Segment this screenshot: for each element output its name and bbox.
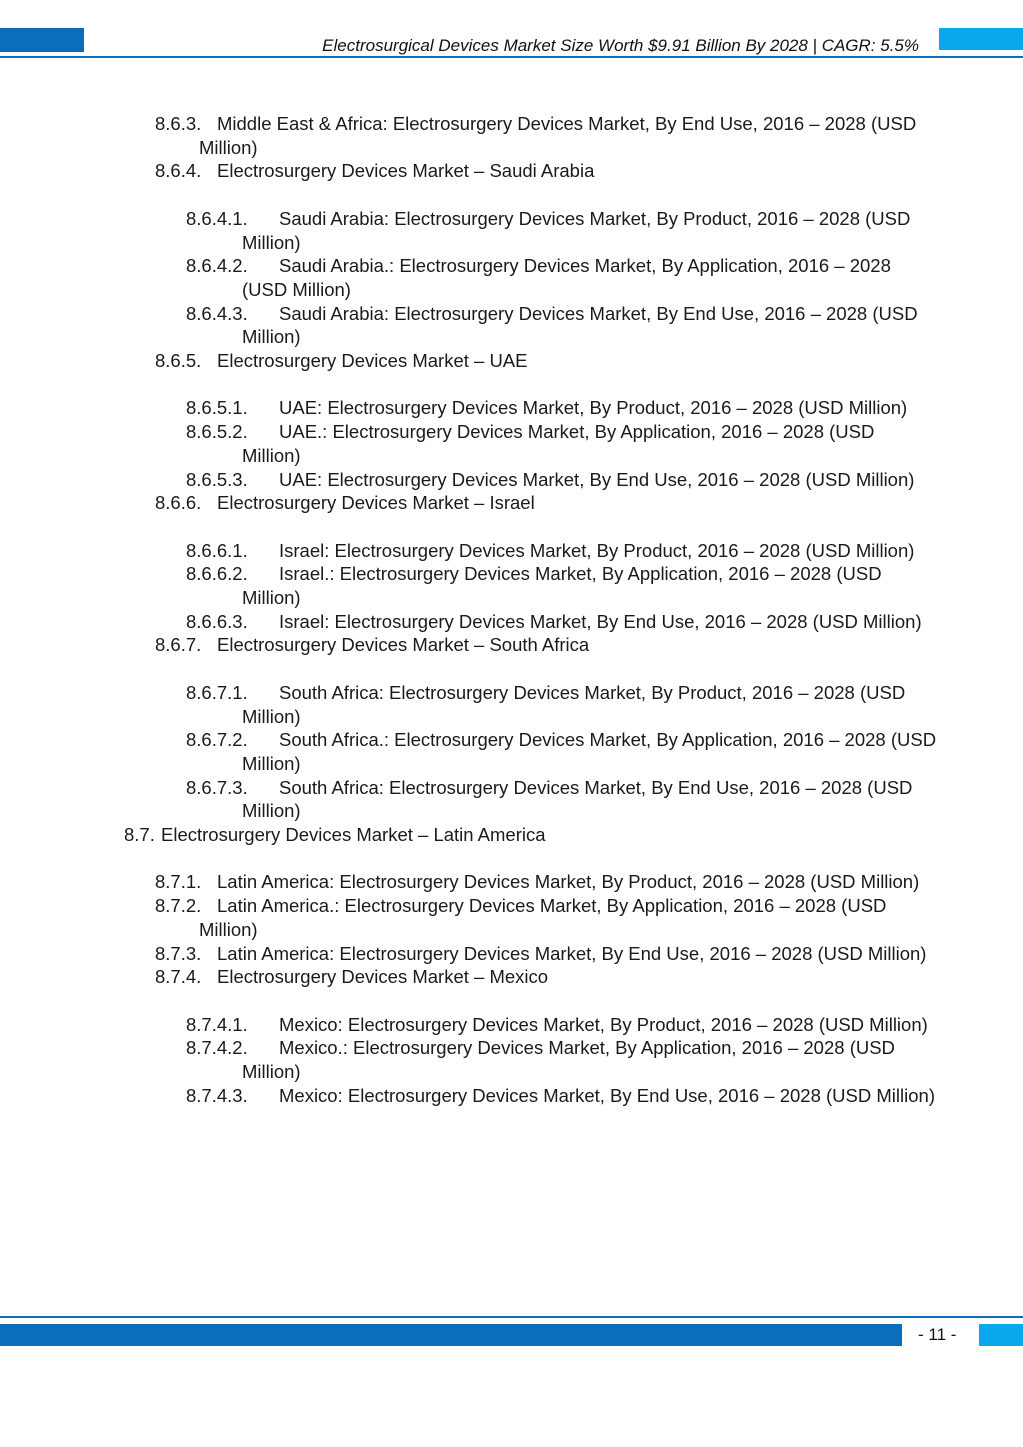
toc-entry-number: 8.7.4.3.	[186, 1084, 248, 1106]
toc-entry-title: Middle East & Africa: Electrosurgery Devices Market, By End Use, 2016 – 2028 (USD Million)	[199, 113, 917, 158]
toc-entry-title: Latin America: Electrosurgery Devices Market, By Product, 2016 – 2028 (USD Million)	[217, 871, 920, 893]
toc-entry	[0, 302, 1023, 349]
toc-entry-number: 8.6.7.	[155, 634, 202, 656]
toc-entry-number: 8.6.3.	[155, 113, 202, 134]
toc-entry	[0, 349, 1023, 373]
toc-entry-number: 8.6.4.	[155, 160, 202, 182]
toc-entry-number: 8.6.4.2.	[186, 255, 248, 277]
toc-entry	[0, 610, 1023, 634]
toc-entry-title: Latin America: Electrosurgery Devices Market, By End Use, 2016 – 2028 (USD Million)	[217, 942, 927, 964]
toc-entry-number: 8.6.6.3.	[186, 610, 248, 632]
toc-entry-title: South Africa.: Electrosurgery Devices Market, By Application, 2016 – 2028 (USD Million)	[242, 729, 937, 774]
toc-entry-title: South Africa: Electrosurgery Devices Market, By Product, 2016 – 2028 (USD Million)	[242, 681, 906, 727]
toc-entry-number: 8.6.4.3.	[186, 302, 248, 324]
toc-entry-title: Mexico: Electrosurgery Devices Market, By End Use, 2016 – 2028 (USD Million)	[279, 1084, 935, 1106]
toc-entry	[0, 420, 1023, 467]
header-accent-block-right	[939, 28, 1023, 50]
toc-entry-title: South Africa: Electrosurgery Devices Market, By End Use, 2016 – 2028 (USD Million)	[242, 776, 913, 822]
toc-spacer	[0, 989, 1023, 1013]
toc-entry-title: Israel: Electrosurgery Devices Market, By Product, 2016 – 2028 (USD Million)	[279, 539, 915, 561]
header-title: Electrosurgical Devices Market Size Worth $9.91 Billion By 2028 | CAGR: 5.5%	[322, 36, 919, 55]
toc-entry-number: 8.7.	[124, 824, 155, 846]
toc-entry	[0, 728, 1023, 775]
toc-entry	[0, 1036, 1023, 1083]
toc-entry-number: 8.6.6.1.	[186, 539, 248, 561]
toc-spacer	[0, 373, 1023, 397]
toc-entry-number: 8.6.5.	[155, 350, 202, 372]
toc-entry-title: Mexico: Electrosurgery Devices Market, By Product, 2016 – 2028 (USD Million)	[279, 1013, 928, 1035]
toc-entry-title: UAE: Electrosurgery Devices Market, By End Use, 2016 – 2028 (USD Million)	[279, 468, 915, 490]
toc-entry-title: Electrosurgery Devices Market – South Africa	[217, 634, 590, 656]
toc-entry-title: Saudi Arabia: Electrosurgery Devices Market, By Product, 2016 – 2028 (USD Million)	[242, 207, 911, 253]
toc-entry	[0, 562, 1023, 609]
toc-entry	[0, 965, 1023, 989]
toc-entry	[0, 1013, 1023, 1037]
toc-spacer	[0, 183, 1023, 207]
toc-entry-number: 8.7.3.	[155, 942, 202, 964]
footer-divider	[0, 1316, 1023, 1318]
toc-entry	[0, 491, 1023, 515]
toc-entry	[0, 942, 1023, 966]
toc-entry-title: UAE.: Electrosurgery Devices Market, By Application, 2016 – 2028 (USD Million)	[242, 421, 875, 466]
toc-entry-number: 8.6.5.3.	[186, 468, 248, 490]
toc-entry	[0, 159, 1023, 183]
toc-entry-title: Electrosurgery Devices Market – Israel	[217, 492, 535, 514]
toc-entry-number: 8.6.5.1.	[186, 397, 248, 419]
toc-entry-title: Israel.: Electrosurgery Devices Market, By Application, 2016 – 2028 (USD Million)	[242, 563, 882, 609]
footer-accent-bar	[0, 1324, 902, 1346]
toc-entry	[0, 776, 1023, 823]
page-number: - 11 -	[918, 1325, 957, 1344]
toc-entry-number: 8.6.7.2.	[186, 729, 248, 751]
toc-entry	[0, 468, 1023, 492]
toc-entry	[0, 396, 1023, 420]
toc-spacer	[0, 515, 1023, 539]
header-accent-block-left	[0, 28, 84, 52]
header-divider	[0, 56, 1023, 58]
toc-entry-number: 8.7.4.	[155, 966, 202, 988]
toc-entry-number: 8.6.4.1.	[186, 207, 248, 229]
toc-entry	[0, 823, 1023, 847]
toc-entry-title: Saudi Arabia.: Electrosurgery Devices Market, By Application, 2016 – 2028 (USD Million)	[242, 255, 891, 300]
toc-spacer	[0, 847, 1023, 871]
toc-entry-title: Israel: Electrosurgery Devices Market, By End Use, 2016 – 2028 (USD Million)	[279, 610, 922, 632]
toc-entry-number: 8.6.6.2.	[186, 563, 248, 585]
table-of-contents	[0, 112, 1023, 1107]
toc-entry-title: UAE: Electrosurgery Devices Market, By Product, 2016 – 2028 (USD Million)	[279, 397, 908, 419]
toc-entry	[0, 870, 1023, 894]
toc-entry	[0, 112, 1023, 159]
toc-entry-number: 8.7.1.	[155, 871, 202, 893]
toc-entry-title: Mexico.: Electrosurgery Devices Market, By Application, 2016 – 2028 (USD Million)	[242, 1037, 895, 1083]
toc-entry-number: 8.6.7.3.	[186, 776, 248, 798]
toc-entry	[0, 1084, 1023, 1108]
toc-entry-number: 8.6.7.1.	[186, 681, 248, 703]
toc-entry-title: Electrosurgery Devices Market – UAE	[217, 350, 528, 372]
toc-entry-number: 8.7.2.	[155, 895, 202, 917]
toc-entry-number: 8.6.6.	[155, 492, 202, 514]
toc-entry	[0, 633, 1023, 657]
footer-accent-block-right	[979, 1324, 1023, 1346]
toc-entry-title: Electrosurgery Devices Market – Saudi Arabia	[217, 160, 595, 182]
toc-spacer	[0, 657, 1023, 681]
toc-entry	[0, 539, 1023, 563]
toc-entry-number: 8.6.5.2.	[186, 421, 248, 443]
toc-entry-number: 8.7.4.2.	[186, 1037, 248, 1059]
toc-entry	[0, 207, 1023, 254]
toc-entry	[0, 254, 1023, 301]
toc-entry-title: Saudi Arabia: Electrosurgery Devices Market, By End Use, 2016 – 2028 (USD Million)	[242, 302, 918, 348]
toc-entry-title: Latin America.: Electrosurgery Devices Market, By Application, 2016 – 2028 (USD Million)	[199, 895, 887, 940]
toc-entry-title: Electrosurgery Devices Market – Latin America	[161, 824, 546, 846]
toc-entry-title: Electrosurgery Devices Market – Mexico	[217, 966, 549, 988]
toc-entry-number: 8.7.4.1.	[186, 1013, 248, 1035]
toc-entry	[0, 681, 1023, 728]
toc-entry	[0, 894, 1023, 941]
